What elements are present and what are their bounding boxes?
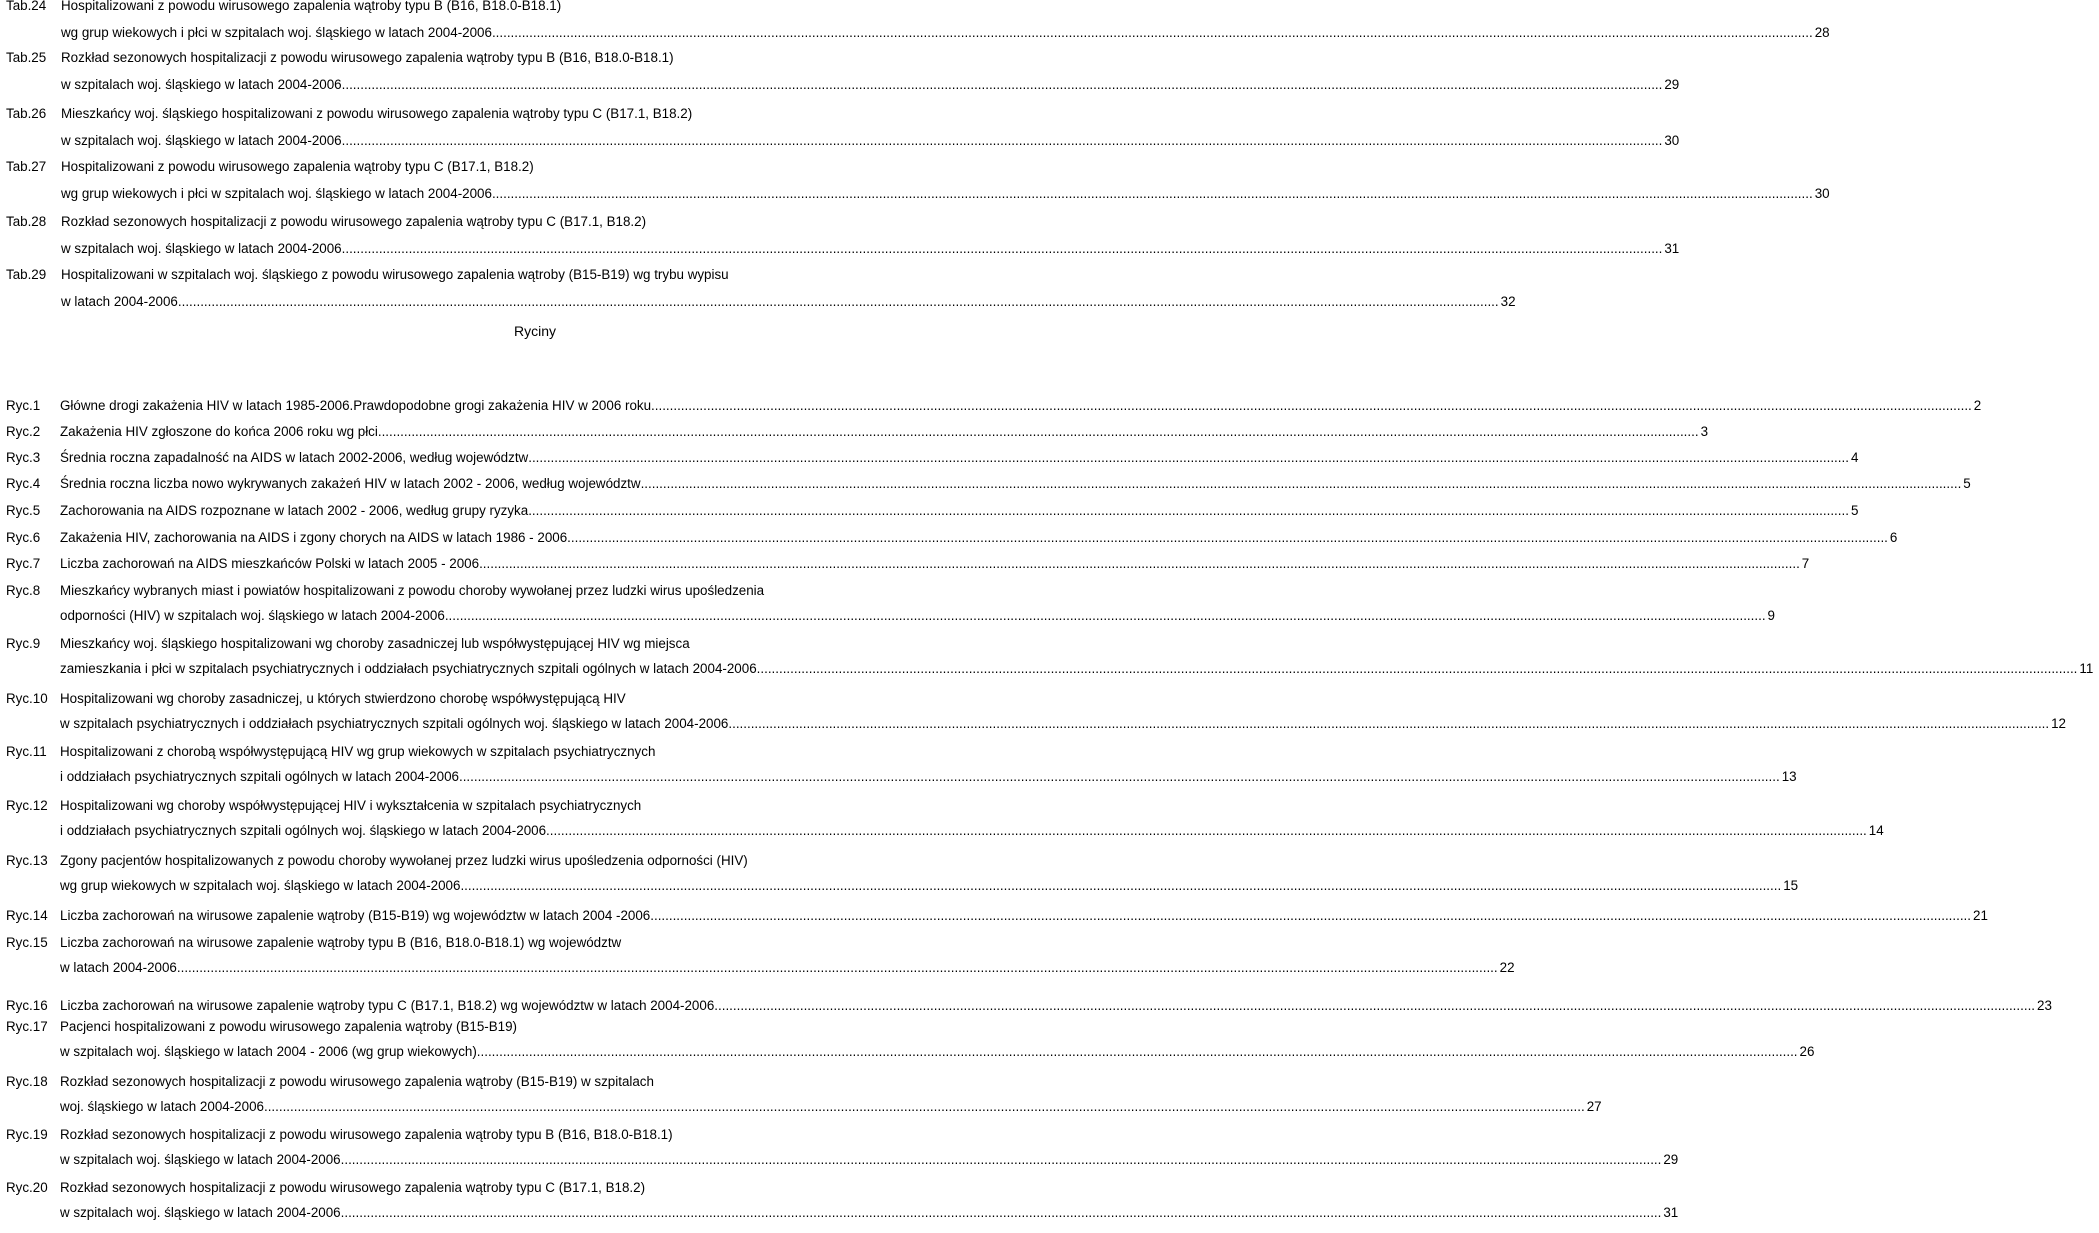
toc-entry-link[interactable] — [61, 291, 1516, 313]
section-title: Ryciny — [513, 323, 556, 339]
toc-entry-link[interactable] — [60, 1096, 1602, 1118]
toc-entry-label: Ryc.11 — [6, 744, 47, 759]
toc-entry-label: Ryc.15 — [6, 935, 48, 950]
dot-leader — [728, 713, 2049, 735]
toc-entry-label: Ryc.1 — [6, 398, 41, 413]
toc-entry-line — [0, 1016, 960, 1038]
dot-leader — [342, 130, 1663, 152]
toc-entry-label: Ryc.17 — [6, 1019, 48, 1034]
toc-entry-title: Średnia roczna liczba nowo wykrywanych zakażeń HIV w latach 2002 - 2006, według województw — [60, 476, 641, 491]
toc-entry-line — [0, 291, 1516, 313]
toc-entry-title: wg grup wiekowych i płci w szpitalach woj. śląskiego w latach 2004-2006 — [61, 25, 492, 40]
toc-entry-line — [0, 795, 960, 817]
toc-entry-title: Hospitalizowani z powodu wirusowego zapalenia wątroby typu B (B16, B18.0-B18.1) — [61, 0, 562, 13]
page-number: 2 — [1973, 398, 1982, 413]
toc-entry-link[interactable] — [60, 605, 1775, 627]
toc-entry-line — [0, 633, 960, 655]
toc-entry-line — [0, 766, 1797, 788]
toc-entry-link[interactable] — [60, 1041, 1815, 1063]
toc-entry-line — [0, 995, 2052, 1017]
toc-entry-line — [0, 1071, 960, 1093]
toc-entry-line — [0, 553, 1810, 575]
page-number: 9 — [1767, 608, 1775, 623]
page-number: 29 — [1664, 77, 1680, 92]
toc-entry-line — [0, 580, 960, 602]
toc-entry-title: Pacjenci hospitalizowani z powodu wirusowego zapalenia wątroby (B15-B19) — [60, 1019, 518, 1034]
toc-entry-label: Ryc.5 — [6, 503, 41, 518]
toc-entry-link[interactable] — [60, 473, 1971, 495]
dot-leader — [546, 820, 1867, 842]
dot-leader — [650, 905, 1971, 927]
toc-entry-line — [0, 1096, 1602, 1118]
toc-entry-title: w szpitalach woj. śląskiego w latach 2004-2006 — [60, 1205, 341, 1220]
page-number: 3 — [1700, 424, 1709, 439]
toc-entry-label: Ryc.13 — [6, 853, 48, 868]
toc-entry-title: Rozkład sezonowych hospitalizacji z powodu wirusowego zapalenia wątroby typu C (B17.1, B18.2) — [60, 1180, 646, 1195]
toc-entry-line — [0, 875, 1799, 897]
toc-entry-title: Hospitalizowani wg choroby zasadniczej, u których stwierdzono chorobę współwystępującą HIV — [60, 691, 626, 706]
toc-entry-line — [0, 500, 1859, 522]
toc-entry-line — [0, 211, 960, 233]
dot-leader — [492, 22, 1813, 44]
dot-leader — [178, 291, 1499, 313]
toc-entry-label: Ryc.7 — [6, 556, 41, 571]
page-number: 14 — [1868, 823, 1884, 838]
toc-entry-link[interactable] — [60, 905, 1988, 927]
toc-entry-line — [0, 130, 1680, 152]
page-number: 31 — [1664, 241, 1680, 256]
toc-entry-line — [0, 1149, 1679, 1171]
page-number: 26 — [1799, 1044, 1815, 1059]
toc-entry-title: Zgony pacjentów hospitalizowanych z powodu choroby wywołanej przez ludzki wirus upośledzenia odporności (HIV) — [60, 853, 748, 868]
dot-leader — [528, 447, 1849, 469]
dot-leader — [479, 553, 1800, 575]
page-number: 31 — [1663, 1205, 1679, 1220]
dot-leader — [714, 995, 2035, 1017]
toc-entry-line — [0, 820, 1884, 842]
page-number: 4 — [1850, 450, 1859, 465]
toc-entry-link[interactable] — [60, 957, 1515, 979]
toc-entry-title: w szpitalach woj. śląskiego w latach 2004-2006 — [61, 77, 342, 92]
toc-entry-link[interactable] — [60, 875, 1799, 897]
toc-entry-label: Ryc.19 — [6, 1127, 48, 1142]
toc-entry-link[interactable] — [60, 658, 2094, 680]
toc-entry-title: w szpitalach woj. śląskiego w latach 2004-2006 — [61, 133, 342, 148]
page-number: 15 — [1783, 878, 1799, 893]
toc-entry-title: wg grup wiekowych i płci w szpitalach woj. śląskiego w latach 2004-2006 — [61, 186, 492, 201]
page-number: 23 — [2037, 998, 2052, 1013]
toc-entry-title: Hospitalizowani wg choroby współwystępującej HIV i wykształcenia w szpitalach psychiatrycznych — [60, 798, 642, 813]
toc-entry-title: Zakażenia HIV, zachorowania na AIDS i zgony chorych na AIDS w latach 1986 - 2006 — [60, 530, 568, 545]
toc-entry-title: odporności (HIV) w szpitalach woj. śląskiego w latach 2004-2006 — [60, 608, 445, 623]
toc-entry-title: woj. śląskiego w latach 2004-2006 — [60, 1099, 264, 1114]
toc-entry-title: Rozkład sezonowych hospitalizacji z powodu wirusowego zapalenia wątroby (B15-B19) w szpitalach — [60, 1074, 654, 1089]
toc-entry-label: Ryc.20 — [6, 1180, 48, 1195]
toc-entry-line — [0, 0, 960, 17]
dot-leader — [641, 473, 1962, 495]
toc-entry-title: w latach 2004-2006 — [61, 294, 178, 309]
toc-entry-title: Rozkład sezonowych hospitalizacji z powodu wirusowego zapalenia wątroby typu B (B16, B18.0-B18.1) — [61, 50, 674, 65]
toc-entry-title: Mieszkańcy woj. śląskiego hospitalizowani wg choroby zasadniczej lub współwystępującej HIV wg miejsca — [60, 636, 690, 651]
toc-entry-title: Liczba zachorowań na wirusowe zapalenie wątroby (B15-B19) wg województw w latach 2004 -2006 — [60, 908, 651, 923]
dot-leader — [378, 421, 1699, 443]
page-number: 22 — [1499, 960, 1515, 975]
dot-leader — [342, 74, 1663, 96]
toc-entry-label: Tab.29 — [6, 267, 47, 282]
dot-leader — [264, 1096, 1585, 1118]
toc-entry-title: wg grup wiekowych w szpitalach woj. śląskiego w latach 2004-2006 — [60, 878, 461, 893]
toc-entry-line — [0, 74, 1680, 96]
toc-entry-title: Hospitalizowani w szpitalach woj. śląskiego z powodu wirusowego zapalenia wątroby (B15-B19) wg trybu wypisu — [61, 267, 729, 282]
toc-entry-line — [0, 905, 1988, 927]
toc-entry-label: Tab.27 — [6, 159, 47, 174]
toc-entry-link[interactable] — [60, 820, 1884, 842]
toc-entry-line — [0, 447, 1859, 469]
dot-leader — [492, 183, 1813, 205]
page-number: 5 — [1850, 503, 1859, 518]
toc-entry-label: Tab.25 — [6, 50, 47, 65]
toc-entry-line — [0, 741, 960, 763]
toc-entry-line — [0, 1041, 1815, 1063]
dot-leader — [177, 957, 1498, 979]
toc-entry-link[interactable] — [60, 421, 1709, 443]
dot-leader — [341, 1149, 1662, 1171]
page-number: 5 — [1963, 476, 1971, 491]
dot-leader — [477, 1041, 1798, 1063]
toc-entry-line — [0, 713, 2067, 735]
toc-entry-line — [0, 957, 1515, 979]
toc-entry-title: Liczba zachorowań na AIDS mieszkańców Polski w latach 2005 - 2006 — [60, 556, 480, 571]
toc-entry-line — [0, 238, 1680, 260]
toc-entry-link[interactable] — [60, 713, 2067, 735]
page-number: 30 — [1664, 133, 1680, 148]
page-number: 7 — [1801, 556, 1810, 571]
toc-entry-line — [0, 183, 1830, 205]
toc-entry-link[interactable] — [60, 553, 1810, 575]
page-number: 13 — [1781, 769, 1797, 784]
toc-entry-label: Ryc.2 — [6, 424, 41, 439]
toc-entry-label: Ryc.10 — [6, 691, 48, 706]
toc-entry-link[interactable] — [60, 447, 1859, 469]
toc-entry-title: Mieszkańcy wybranych miast i powiatów hospitalizowani z powodu choroby wywołanej przez ludzki wirus upośledzenia — [60, 583, 765, 598]
toc-entry-line — [0, 688, 960, 710]
toc-entry-label: Tab.26 — [6, 106, 47, 121]
toc-entry-label: Tab.28 — [6, 214, 47, 229]
toc-entry-line — [0, 1202, 1679, 1224]
toc-entry-link[interactable] — [60, 1202, 1679, 1224]
page-number: 21 — [1973, 908, 1988, 923]
toc-entry-line — [0, 1124, 960, 1146]
toc-entry-link[interactable] — [60, 527, 1898, 549]
toc-entry-link[interactable] — [61, 74, 1680, 96]
toc-entry-link[interactable] — [60, 500, 1859, 522]
toc-entry-link[interactable] — [60, 995, 2052, 1017]
toc-entry-line — [0, 850, 960, 872]
dot-leader — [341, 1202, 1662, 1224]
toc-entry-label: Ryc.16 — [6, 998, 48, 1013]
toc-entry-title: Rozkład sezonowych hospitalizacji z powodu wirusowego zapalenia wątroby typu B (B16, B18.0-B18.1) — [60, 1127, 673, 1142]
toc-entry-line — [0, 473, 1971, 495]
toc-entry-label: Ryc.4 — [6, 476, 41, 491]
page-number: 30 — [1814, 186, 1830, 201]
toc-entry-title: i oddziałach psychiatrycznych szpitali ogólnych w latach 2004-2006 — [60, 769, 459, 784]
toc-entry-link[interactable] — [60, 766, 1797, 788]
toc-entry-title: w szpitalach woj. śląskiego w latach 2004-2006 — [61, 241, 342, 256]
toc-entry-label: Ryc.6 — [6, 530, 41, 545]
toc-entry-title: w szpitalach woj. śląskiego w latach 2004 - 2006 (wg grup wiekowych) — [60, 1044, 477, 1059]
page-number: 6 — [1889, 530, 1898, 545]
toc-entry-label: Ryc.12 — [6, 798, 48, 813]
toc-entry-line — [0, 527, 1898, 549]
toc-entry-line — [0, 658, 2094, 680]
dot-leader — [757, 658, 2078, 680]
dot-leader — [528, 500, 1849, 522]
toc-entry-label: Ryc.18 — [6, 1074, 48, 1089]
toc-entry-title: i oddziałach psychiatrycznych szpitali ogólnych woj. śląskiego w latach 2004-2006 — [60, 823, 547, 838]
page-number: 29 — [1663, 1152, 1679, 1167]
toc-entry-line — [0, 47, 960, 69]
toc-entry-line — [0, 605, 1775, 627]
dot-leader — [445, 605, 1766, 627]
toc-entry-link[interactable] — [60, 1149, 1679, 1171]
toc-entry-title: Mieszkańcy woj. śląskiego hospitalizowani z powodu wirusowego zapalenia wątroby typu C (B17.1, B18.2) — [61, 106, 693, 121]
toc-entry-title: Zachorowania na AIDS rozpoznane w latach 2002 - 2006, według grupy ryzyka — [60, 503, 529, 518]
toc-entry-line — [0, 156, 960, 178]
toc-entry-title: Średnia roczna zapadalność na AIDS w latach 2002-2006, według województw — [60, 450, 529, 465]
toc-entry-title: zamieszkania i płci w szpitalach psychiatrycznych i oddziałach psychiatrycznych szpitali ogólnych w latach 2004-2006 — [60, 661, 757, 676]
toc-entry-label: Ryc.3 — [6, 450, 41, 465]
toc-entry-label: Ryc.9 — [6, 636, 41, 651]
toc-entry-label: Ryc.8 — [6, 583, 41, 598]
toc-entry-title: w latach 2004-2006 — [60, 960, 177, 975]
dot-leader — [459, 766, 1780, 788]
dot-leader — [460, 875, 1781, 897]
dot-leader — [342, 238, 1663, 260]
page-number: 27 — [1586, 1099, 1602, 1114]
toc-entry-line — [0, 22, 1830, 44]
toc-entry-title: Rozkład sezonowych hospitalizacji z powodu wirusowego zapalenia wątroby typu C (B17.1, B18.2) — [61, 214, 647, 229]
dot-leader — [651, 395, 1972, 417]
page-number: 32 — [1500, 294, 1516, 309]
toc-entry-line — [0, 1177, 960, 1199]
toc-entry-line — [0, 264, 960, 286]
toc-entry-title: w szpitalach woj. śląskiego w latach 2004-2006 — [60, 1152, 341, 1167]
dot-leader — [567, 527, 1888, 549]
toc-entry-label: Tab.24 — [6, 0, 47, 13]
toc-entry-title: w szpitalach psychiatrycznych i oddziałach psychiatrycznych szpitali ogólnych woj. śląskiego w latach 2004-2006 — [60, 716, 729, 731]
toc-entry-title: Hospitalizowani z powodu wirusowego zapalenia wątroby typu C (B17.1, B18.2) — [61, 159, 534, 174]
toc-entry-link[interactable] — [61, 238, 1680, 260]
page-number: 12 — [2051, 716, 2067, 731]
toc-entry-line — [0, 421, 1709, 443]
toc-entry-link[interactable] — [61, 130, 1680, 152]
toc-entry-title: Zakażenia HIV zgłoszone do końca 2006 roku wg płci — [60, 424, 378, 439]
toc-entry-label: Ryc.14 — [6, 908, 48, 923]
page-number: 11 — [2079, 661, 2094, 676]
toc-entry-title: Liczba zachorowań na wirusowe zapalenie wątroby typu C (B17.1, B18.2) wg województw w latach 2004-2006 — [60, 998, 715, 1013]
toc-entry-title: Hospitalizowani z chorobą współwystępującą HIV wg grup wiekowych w szpitalach psychiatrycznych — [60, 744, 656, 759]
toc-entry-link[interactable] — [61, 183, 1830, 205]
toc-entry-title: Liczba zachorowań na wirusowe zapalenie wątroby typu B (B16, B18.0-B18.1) wg województw — [60, 935, 622, 950]
toc-entry-title: Główne drogi zakażenia HIV w latach 1985-2006.Prawdopodobne grogi zakażenia HIV w 2006 roku — [60, 398, 652, 413]
toc-entry-line — [0, 395, 1982, 417]
toc-entry-link[interactable] — [60, 395, 1982, 417]
toc-entry-line — [0, 932, 960, 954]
toc-entry-line — [0, 103, 960, 125]
toc-entry-link[interactable] — [61, 22, 1830, 44]
page-number: 28 — [1814, 25, 1830, 40]
